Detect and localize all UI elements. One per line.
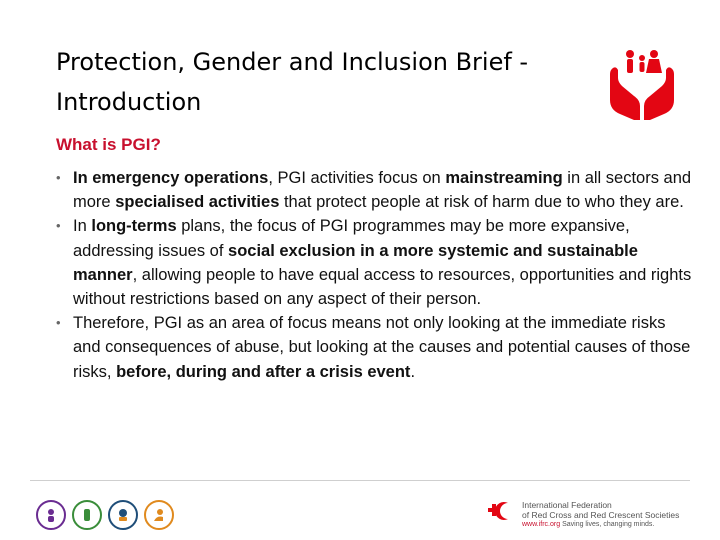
bullet-list — [56, 166, 696, 384]
org-name-block — [522, 500, 679, 530]
family-icon — [108, 500, 138, 530]
red-cross-crescent-logo-icon — [484, 498, 512, 526]
org-name-line2: of Red Cross and Red Crescent Societies — [522, 510, 680, 520]
org-tagline — [522, 520, 679, 530]
bullet-dot-icon: • — [56, 170, 61, 185]
child-icon — [72, 500, 102, 530]
bullet-dot-icon: • — [56, 315, 61, 331]
slide-title-line2: Introduction — [56, 88, 202, 116]
bullet-dot-icon: • — [56, 218, 61, 234]
section-subtitle: What is PGI? — [56, 135, 161, 154]
slide-title — [56, 42, 596, 122]
org-url: www.ifrc.org — [522, 521, 561, 528]
footer-divider — [30, 480, 690, 481]
person-hand-icon — [144, 500, 174, 530]
bullet-item: • In emergency operations, PGI activities focus on mainstreaming in all sectors and more specialised activities that protect people at risk of harm due to who they are. — [56, 166, 696, 214]
org-slogan: Saving lives, changing minds. — [562, 521, 655, 528]
bullet-item: • Therefore, PGI as an area of focus means not only looking at the immediate risks and consequences of abuse, but looking at the causes and potential causes of those risks, before, during and after a crisis event. — [56, 311, 696, 384]
pgi-hands-logo-icon — [606, 44, 678, 120]
slide-title-line1: Protection, Gender and Inclusion Brief - — [56, 48, 529, 76]
people-group-icon — [36, 500, 66, 530]
bullet-item: • In long-terms plans, the focus of PGI programmes may be more expansive, addressing issues of social exclusion in a more systemic and sustainable manner, allowing people to have equal access to resources, opportunities and rights without restrictions based on any aspect of their person. — [56, 214, 696, 311]
org-name-line1: International Federation — [522, 500, 612, 510]
footer-icon-row — [36, 500, 174, 530]
